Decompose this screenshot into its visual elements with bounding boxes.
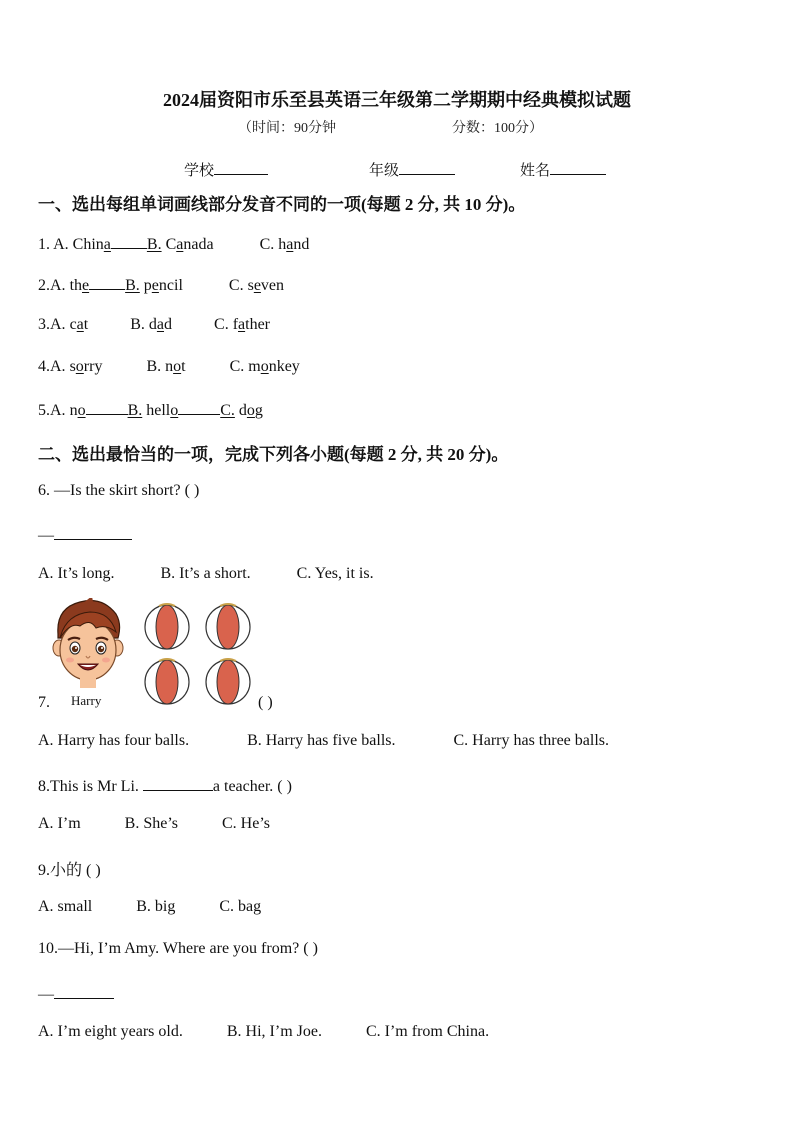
question-8-options bbox=[38, 815, 270, 833]
name-field bbox=[520, 159, 606, 180]
option-b[interactable]: B. Hi, I’m Joe. bbox=[226, 1023, 322, 1040]
answer-blank[interactable] bbox=[143, 774, 213, 791]
beach-ball-icon bbox=[206, 659, 250, 704]
name-label: 姓名 bbox=[520, 163, 551, 179]
option-b[interactable]: B. She’s bbox=[124, 815, 178, 832]
question-4: 4.A. sorry B. not C. monkey bbox=[38, 358, 300, 375]
option-b[interactable]: B. Harry has five balls. bbox=[247, 732, 396, 749]
question-6-answer-line: — bbox=[38, 523, 132, 545]
grade-label: 年级 bbox=[369, 163, 400, 179]
option-a[interactable]: A. It’s long. bbox=[38, 565, 115, 582]
answer-blank[interactable] bbox=[54, 982, 114, 999]
option-b[interactable]: B. It’s a short. bbox=[160, 565, 251, 582]
beach-ball-icon bbox=[206, 604, 250, 649]
section1-heading: 一、选出每组单词画线部分发音不同的一项(每题 2 分, 共 10 分)。 bbox=[38, 195, 526, 214]
question-6: 6. —Is the skirt short? ( ) bbox=[38, 482, 200, 499]
beach-ball-icon bbox=[145, 659, 189, 704]
answer-blank[interactable] bbox=[54, 523, 132, 540]
option-c[interactable]: C. He’s bbox=[222, 815, 270, 832]
grade-field bbox=[369, 159, 455, 180]
balls-illustration bbox=[143, 600, 253, 710]
option-a[interactable]: A. small bbox=[38, 898, 93, 915]
option-a[interactable]: A. I’m bbox=[38, 815, 81, 832]
school-blank[interactable] bbox=[214, 160, 268, 175]
question-7-paren[interactable]: ( ) bbox=[258, 694, 273, 711]
option-c[interactable]: C. Harry has three balls. bbox=[453, 732, 609, 749]
school-label: 学校 bbox=[184, 163, 215, 179]
beach-ball-icon bbox=[145, 604, 189, 649]
question-6-options bbox=[38, 565, 374, 583]
harry-name-label: Harry bbox=[71, 693, 102, 708]
option-c[interactable]: C. Yes, it is. bbox=[296, 565, 374, 582]
option-a[interactable]: A. I’m eight years old. bbox=[38, 1023, 183, 1040]
option-b[interactable]: B. big bbox=[136, 898, 176, 915]
question-9-options bbox=[38, 898, 261, 916]
question-8: 8.This is Mr Li. a teacher. ( ) bbox=[38, 774, 292, 796]
score-info: 分数：100分） bbox=[452, 121, 543, 136]
name-blank[interactable] bbox=[550, 160, 606, 175]
question-5: 5.A. no B. hello C. dog bbox=[38, 399, 263, 420]
time-info: （时间：90分钟 bbox=[238, 121, 336, 136]
question-10-answer-line: — bbox=[38, 982, 114, 1004]
option-c[interactable]: C. bag bbox=[219, 898, 262, 915]
question-7-number: 7. bbox=[38, 694, 50, 711]
section2-heading: 二、选出最恰当的一项，完成下列各小题(每题 2 分, 共 20 分)。 bbox=[38, 445, 509, 464]
option-c[interactable]: C. I’m from China. bbox=[365, 1023, 490, 1040]
question-3: 3.A. cat B. dad C. father bbox=[38, 316, 270, 333]
question-10: 10.—Hi, I’m Amy. Where are you from? ( ) bbox=[38, 940, 318, 957]
school-field bbox=[184, 159, 268, 180]
question-2: 2.A. the B. pencil C. seven bbox=[38, 274, 284, 295]
grade-blank[interactable] bbox=[399, 160, 455, 175]
page-title: 2024届资阳市乐至县英语三年级第二学期期中经典模拟试题 bbox=[163, 90, 631, 110]
question-9: 9.小的 ( ) bbox=[38, 862, 101, 879]
question-10-options bbox=[38, 1023, 489, 1041]
question-7-options bbox=[38, 732, 609, 750]
option-a[interactable]: A. Harry has four balls. bbox=[38, 732, 190, 749]
question-1: 1. A. China B. Canada C. hand bbox=[38, 233, 309, 254]
harry-boy-illustration bbox=[50, 598, 126, 690]
